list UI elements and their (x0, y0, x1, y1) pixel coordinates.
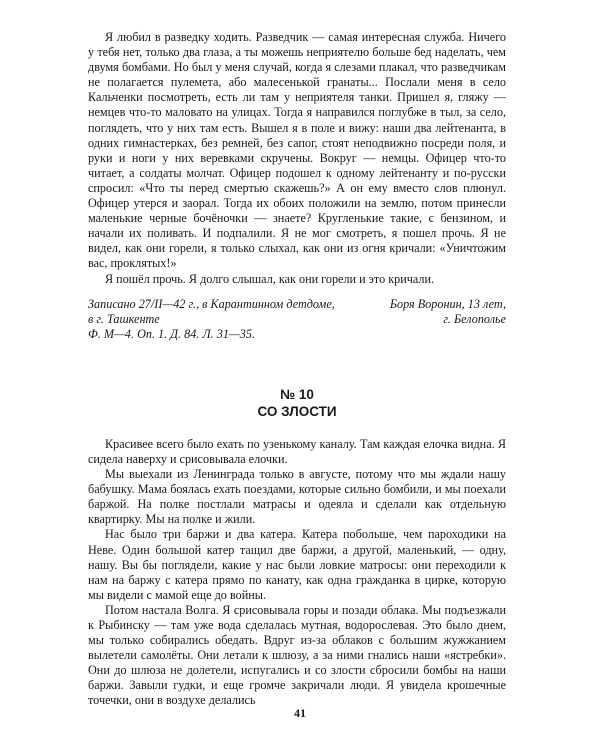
recording-note (88, 297, 335, 327)
story9-paragraph-2: Я пошёл прочь. Я долго слышал, как они горели и это кричали. (105, 271, 435, 286)
story-title: СО ЗЛОСТИ (257, 403, 337, 419)
story9-record-info (88, 297, 506, 327)
page-number: 41 (294, 706, 306, 720)
narrator-info (390, 297, 506, 327)
narrator-name-age: Боря Воронин, 13 лет, (389, 296, 506, 311)
story10-paragraph-2: Мы выехали из Ленинграда только в августе, потому что мы ждали нашу бабушку. Мама боялась ехать поездами, которые сильно бомбили, и мы поехали баржой. На полке постлали матрасы и одеяла и сделали как отдельную квартирку. Мы на полке и жили. (88, 467, 506, 527)
text-column (88, 30, 506, 709)
story-number: № 10 (280, 386, 314, 402)
narrator-town: г. Белополье (443, 311, 506, 326)
story10-heading (88, 386, 506, 420)
recording-note-line-1: Записано 27/II—42 г., в Карантинном детдоме, (88, 296, 335, 311)
recording-note-line-2: в г. Ташкенте (88, 311, 160, 326)
story10-paragraph-4: Потом настала Волга. Я срисовывала горы и позади облака. Мы подъезжали к Рыбинску — там уже вода сделалась мутная, водорослевая. Это было днем, мы только собирались обедать. Вдруг из-за облаков с большим жужжанием вылетели самолёты. Они летали к шлюзу, а за ними гнались наши «ястребки». Они до шлюза не долетели, испугались и со злости сбросили бомбы на наши баржи. Завыли гудки, и еще громче закричали люди. Я увидела крошечные точечки, они в воздухе делались (88, 602, 506, 708)
story10-paragraph-3: Нас было три баржи и два катера. Катера побольше, чем пароходики на Неве. Один большой катер тащил две баржи, а другой, маленький, — одну, нашу. Вы бы поглядели, какие у нас были ловкие матросы: они переходили к нам на баржу с катера прямо по канату, как одна гражданка в цирке, которую мы видели с мамой еще до войны. (88, 527, 506, 602)
archive-reference: Ф. М—4. Оп. 1. Д. 84. Л. 31—35. (88, 326, 255, 341)
story9-paragraph-1: Я любил в разведку ходить. Разведчик — самая интересная служба. Ничего у тебя нет, только два глаза, а ты можешь неприятелю больше бед наделать, чем двумя бомбами. Но был у меня случай, когда я слезами плакал, что разведчикам не полагается пулемета, або малесенькой гранаты... Послали меня в село Кальченки посмотреть, есть ли там у неприятеля танки. Пришел я, гляжу — немцев что-то маловато на улицах. Тогда я направился поглубже в тыл, за село, поглядеть, что у них там есть. Вышел я в поле и вижу: наши два лейтенанта, в одних гимнастерках, без ремней, без сапог, стоят неподвижно посреди поля, и руки и ноги у них веревками скручены. Вокруг — немцы. Офицер что-то читает, а солдаты молчат. Офицер подошел к одному лейтенанту и по-русски спросил: «Что ты перед смертью скажешь?» А он ему вместо слов плюнул. Офицер утерся и заорал. Тогда их обоих положили на землю, потом принесли маленькие черные бочёночки — знаете? Кругленькие такие, с бензином, и начали их поливать. И подпалили. Я не мог смотреть, я пошел прочь. Я не видел, как они горели, я только слыхал, как они из огня кричали: «Уничтожим вас, проклятых!» (88, 30, 506, 271)
story10-paragraph-1: Красивее всего было ехать по узенькому каналу. Там каждая елочка видна. Я сидела наверху и срисовывала елочки. (88, 436, 506, 466)
